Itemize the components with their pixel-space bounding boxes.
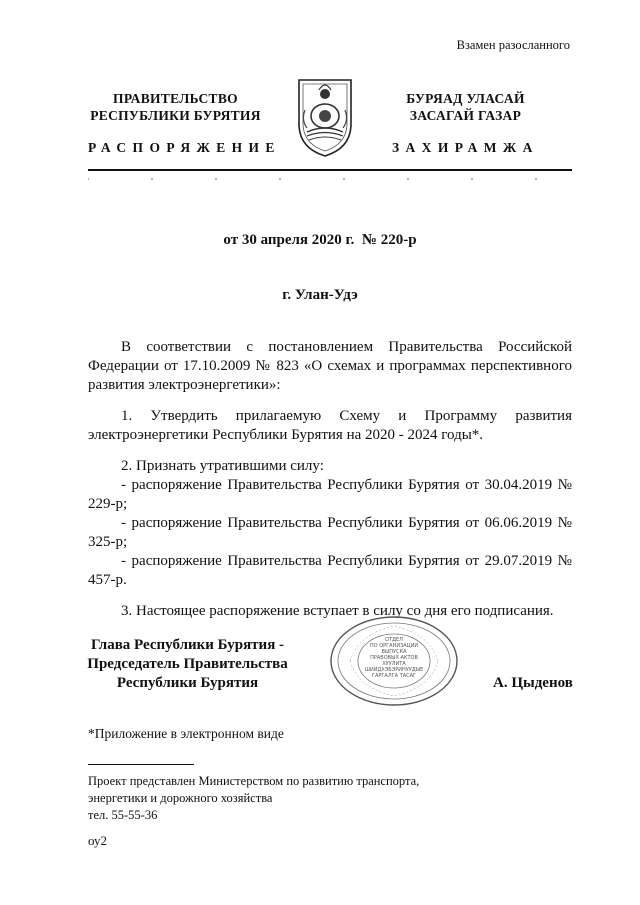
- replaced-note: Взамен разосланного: [456, 38, 570, 52]
- org-line: ПРАВИТЕЛЬСТВО: [113, 91, 238, 106]
- footnote-line: энергетики и дорожного хозяйства: [88, 791, 273, 805]
- document-city: г. Улан-Удэ: [282, 287, 358, 303]
- doc-type-buryat: ЗАХИРАМЖА: [392, 140, 539, 155]
- org-line: БУРЯАД УЛАСАЙ: [406, 91, 525, 106]
- org-line: ЗАСАГАЙ ГАЗАР: [409, 108, 522, 123]
- doc-type-russian: РАСПОРЯЖЕНИЕ: [88, 140, 281, 155]
- seal-text: ВЫПУСКА: [381, 649, 407, 655]
- seal-text: ХУУЛИТА: [382, 661, 406, 667]
- dotted-rule: [88, 176, 572, 182]
- signer-line: Республики Бурятия: [116, 675, 259, 691]
- seal-text: ОТДЕЛ: [385, 637, 403, 643]
- seal-text: ГАРГАЛГА ТАСАГ: [371, 673, 417, 679]
- list-item: - распоряжение Правительства Республики Бурятия от 29.07.2019 № 457-р.: [88, 553, 572, 588]
- seal-text: ШИИДХЭБЭРИНУУДЫЕ: [364, 667, 424, 673]
- footnote-line: тел. 55-55-36: [88, 808, 158, 822]
- footnote-line: Проект представлен Министерством по развитию транспорта,: [88, 774, 420, 788]
- seal-text: ПРАВОВЫХ АКТОВ: [370, 655, 418, 661]
- list-item: - распоряжение Правительства Республики Бурятия от 30.04.2019 № 229-р;: [88, 477, 572, 512]
- item-3: 3. Настоящее распоряжение вступает в силу со дня его подписания.: [121, 603, 554, 619]
- item-1: 1. Утвердить прилагаемую Схему и Программу развития электроэнергетики Республики Бурятия на 2020 - 2024 годы*.: [88, 408, 572, 443]
- footnote: [88, 773, 488, 824]
- item-2-title: 2. Признать утратившими силу:: [121, 458, 324, 474]
- org-name-russian: [78, 90, 273, 124]
- signer-name: А. Цыденов: [493, 675, 573, 691]
- org-line: РЕСПУБЛИКИ БУРЯТИЯ: [90, 108, 261, 123]
- coat-of-arms-icon: [293, 74, 357, 158]
- document-code: оу2: [88, 833, 108, 848]
- header-rule: [88, 169, 572, 171]
- seal-text: ПО ОРГАНИЗАЦИИ: [369, 643, 419, 649]
- document-body: [88, 338, 572, 621]
- signer-position: [80, 636, 295, 693]
- signer-line: Глава Республики Бурятия -: [90, 637, 285, 653]
- list-item: - распоряжение Правительства Республики Бурятия от 06.06.2019 № 325-р;: [88, 515, 572, 550]
- org-name-buryat: [368, 90, 563, 124]
- intro-paragraph: В соответствии с постановлением Правительства Российской Федерации от 17.10.2009 № 823 «О схемах и программах перспективного развития электроэнергетики»:: [88, 339, 572, 393]
- official-seal-icon: [328, 614, 460, 708]
- appendix-note: *Приложение в электронном виде: [88, 726, 284, 741]
- signer-line: Председатель Правительства: [87, 656, 288, 672]
- footnote-rule: [88, 764, 194, 765]
- document-date-number: от 30 апреля 2020 г. № 220-р: [223, 232, 417, 248]
